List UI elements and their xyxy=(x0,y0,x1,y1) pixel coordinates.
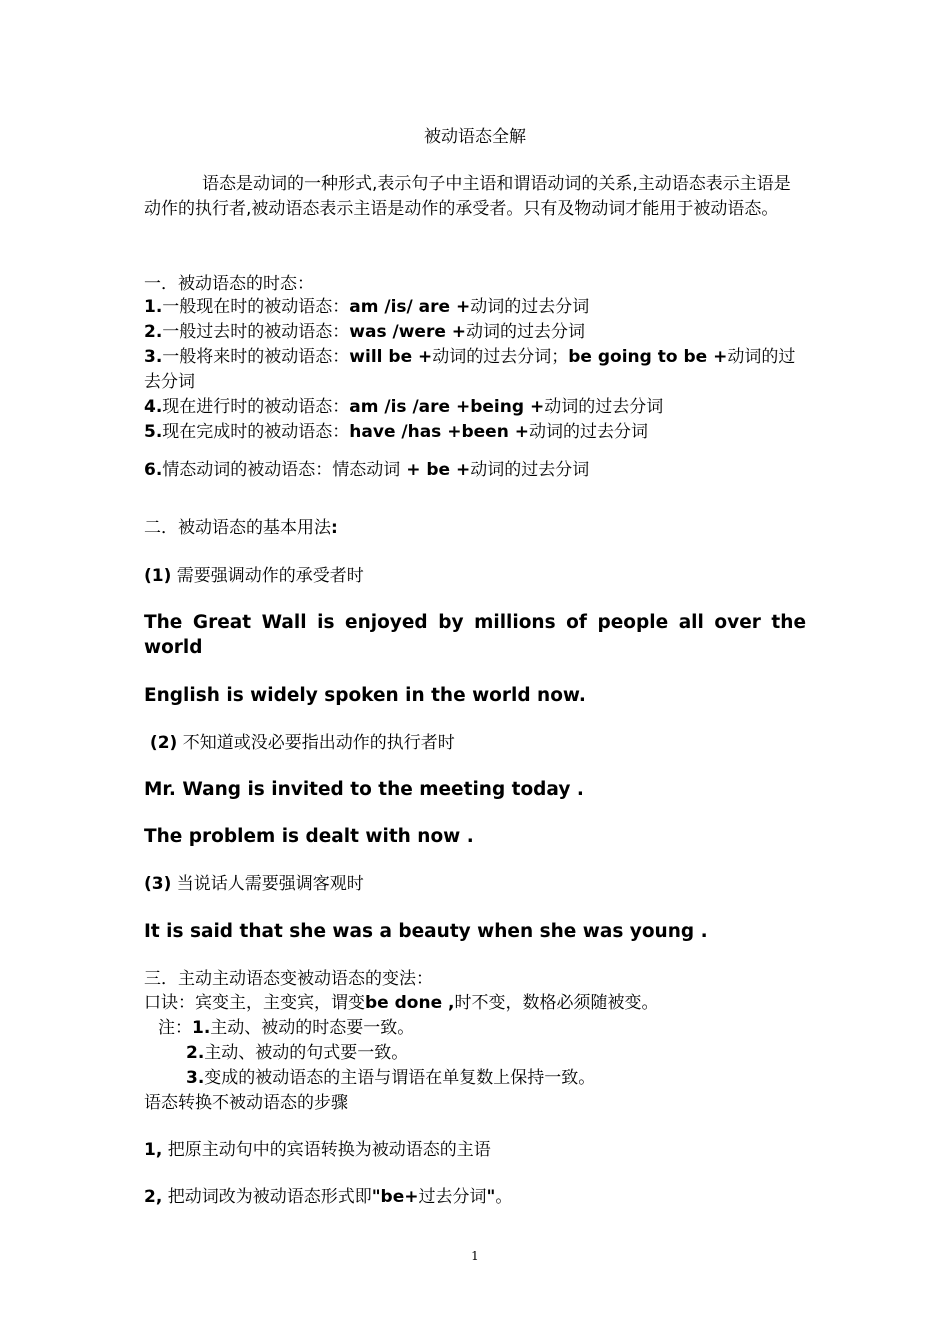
note-item-2: 2.主动、被动的句式要一致。 xyxy=(186,1043,409,1063)
note-item-3: 3.变成的被动语态的主语与谓语在单复数上保持一致。 xyxy=(186,1068,596,1088)
page-title: 被动语态全解 xyxy=(424,127,526,147)
tense-item-1: 1.一般现在时的被动语态：am /is/ are +动词的过去分词 xyxy=(144,297,590,317)
step-item-1: 1, 把原主动句中的宾语转换为被动语态的主语 xyxy=(144,1140,491,1160)
example-sentence: English is widely spoken in the world now. xyxy=(144,685,586,706)
tense-item-4: 4.现在进行时的被动语态：am /is /are +being +动词的过去分词 xyxy=(144,397,664,417)
rhyme-line: 口诀：宾变主，主变宾，谓变be done ,时不变，数格必须随被变。 xyxy=(144,993,659,1013)
usage-case-1: (1) 需要强调动作的承受者时 xyxy=(144,566,364,586)
step-item-2: 2, 把动词改为被动语态形式即"be+过去分词"。 xyxy=(144,1187,513,1207)
section3-heading: 三．主动主动语态变被动语态的变法： xyxy=(144,969,433,989)
usage-case-3: (3) 当说话人需要强调客观时 xyxy=(144,874,364,894)
intro-paragraph: 语态是动词的一种形式,表示句子中主语和谓语动词的关系,主动语态表示主语是动作的执行者,被动语态表示主语是动作的承受者。只有及物动词才能用于被动语态。 xyxy=(144,174,791,219)
tense-item-6: 6.情态动词的被动语态：情态动词 + be +动词的过去分词 xyxy=(144,460,590,480)
steps-heading: 语态转换不被动语态的步骤 xyxy=(144,1093,348,1113)
example-sentence: The problem is dealt with now . xyxy=(144,826,474,847)
tense-item-5: 5.现在完成时的被动语态：have /has +been +动词的过去分词 xyxy=(144,422,648,442)
example-sentence: Mr. Wang is invited to the meeting today . xyxy=(144,779,584,800)
tense-item-3: 3.一般将来时的被动语态：will be +动词的过去分词；be going to be +动词的过去分词 xyxy=(144,347,796,392)
example-sentence: It is said that she was a beauty when she was young . xyxy=(144,921,708,942)
usage-case-2: (2) 不知道或没必要指出动作的执行者时 xyxy=(144,733,455,753)
page-number: 1 xyxy=(471,1249,479,1263)
note-item-1: 注：1.主动、被动的时态要一致。 xyxy=(158,1018,415,1038)
section1-heading: 一．被动语态的时态： xyxy=(144,274,314,294)
example-sentence: The Great Wall is enjoyed by millions of people all over the world xyxy=(144,612,806,658)
section2-heading: 二．被动语态的基本用法: xyxy=(144,518,338,538)
tense-item-2: 2.一般过去时的被动语态：was /were +动词的过去分词 xyxy=(144,322,586,342)
